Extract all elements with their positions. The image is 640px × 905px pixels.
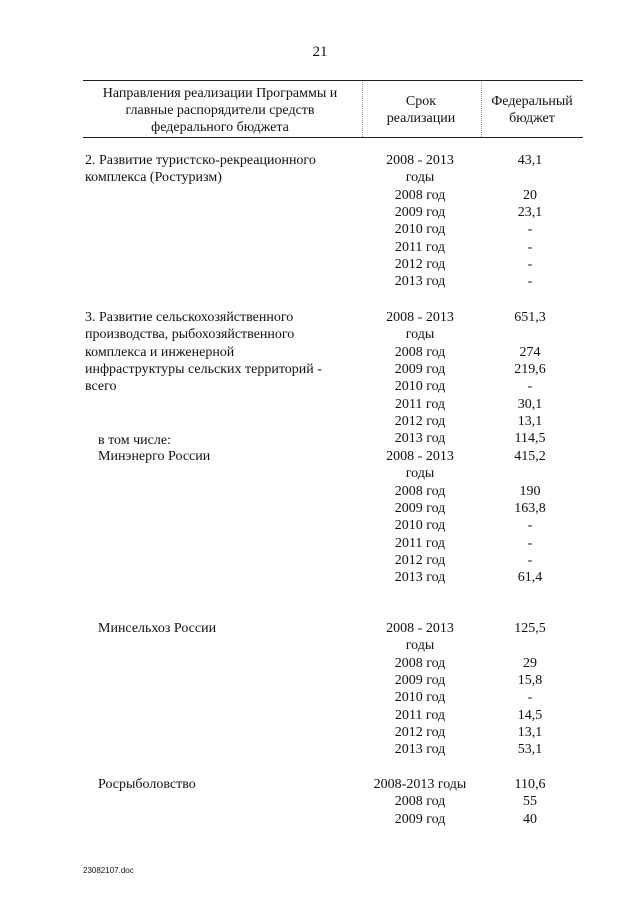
budget-cell: 125,5 [514, 621, 546, 636]
term-cell: 2008 год [394, 794, 446, 810]
term-cell: 2013 год [394, 274, 446, 290]
column-divider-1 [362, 82, 363, 137]
budget-cell: 29 [523, 655, 537, 671]
term-cell: 2013 год [394, 742, 446, 758]
budget-cell: - [527, 274, 533, 290]
file-footer: 23082107.doc [83, 866, 134, 875]
section-title-line: комплекса и инженерной [85, 344, 235, 360]
budget-cell: - [527, 690, 533, 706]
section-title-line: производства, рыбохозяйственного [85, 327, 295, 343]
term-cell: 2009 год [394, 500, 446, 516]
header-bottom-rule [83, 137, 583, 138]
column-divider-2 [481, 82, 482, 137]
section-subheading: в том числе: [98, 433, 171, 448]
term-cell: годы [405, 327, 435, 343]
budget-cell: 110,6 [514, 777, 546, 792]
budget-cell: 55 [523, 794, 537, 810]
term-cell: годы [405, 170, 435, 186]
section-title-line: всего [85, 379, 117, 395]
section-title-line: Минсельхоз России [98, 621, 217, 636]
section-title-line: комплекса (Ростуризм) [85, 170, 222, 186]
budget-cell: 219,6 [514, 361, 546, 377]
term-cell: 2008-2013 годы [373, 777, 467, 792]
term-cell: 2012 год [394, 724, 446, 740]
header-federal-budget: Федеральный бюджет [491, 94, 573, 126]
section-title-line: инфраструктуры сельских территорий - [85, 361, 322, 377]
budget-cell: 43,1 [517, 153, 543, 168]
term-cell: годы [405, 466, 435, 482]
term-cell: 2009 год [394, 204, 446, 220]
budget-cell: 415,2 [514, 449, 546, 464]
budget-cell: - [527, 535, 533, 551]
term-cell: годы [405, 638, 435, 654]
section-title-line: Росрыболовство [98, 777, 196, 792]
term-cell: 2008 год [394, 483, 446, 499]
budget-cell: 274 [519, 344, 541, 360]
budget-cell: 53,1 [517, 742, 543, 758]
budget-cell: - [527, 256, 533, 272]
term-cell: 2008 год [394, 655, 446, 671]
term-cell: 2012 год [394, 413, 446, 429]
term-cell: 2008 - 2013 [386, 449, 454, 464]
term-cell: 2008 год [394, 344, 446, 360]
budget-cell: - [527, 239, 533, 255]
page-number: 21 [312, 44, 328, 60]
term-cell: 2011 год [394, 239, 446, 255]
term-cell: 2010 год [394, 518, 446, 534]
term-cell: 2008 - 2013 [386, 153, 454, 168]
term-cell: 2012 год [394, 552, 446, 568]
budget-cell: 23,1 [517, 204, 543, 220]
budget-cell: 114,5 [514, 431, 546, 447]
term-cell: 2010 год [394, 690, 446, 706]
term-cell: 2013 год [394, 431, 446, 447]
budget-cell: - [527, 518, 533, 534]
term-cell: 2011 год [394, 396, 446, 412]
budget-cell: 13,1 [517, 413, 543, 429]
budget-cell: 20 [523, 187, 537, 203]
term-cell: 2010 год [394, 379, 446, 395]
section-title-line: 2. Развитие туристско-рекреационного [85, 153, 316, 168]
budget-cell: 190 [519, 483, 541, 499]
term-cell: 2012 год [394, 256, 446, 272]
term-cell: 2008 год [394, 187, 446, 203]
term-cell: 2009 год [394, 361, 446, 377]
header-term: Срок реализации [386, 94, 456, 126]
header-directions: Направления реализации Программы и главные распорядители средств федерального бюджета [102, 86, 338, 135]
term-cell: 2008 - 2013 [386, 310, 454, 325]
budget-cell: 14,5 [517, 707, 543, 723]
budget-cell: - [527, 222, 533, 238]
budget-cell: 15,8 [517, 672, 543, 688]
term-cell: 2010 год [394, 222, 446, 238]
term-cell: 2009 год [394, 811, 446, 827]
budget-cell: - [527, 379, 533, 395]
budget-cell: 40 [523, 811, 537, 827]
budget-cell: 651,3 [514, 310, 546, 325]
table-top-rule [83, 80, 583, 81]
budget-cell: - [527, 552, 533, 568]
budget-cell: 61,4 [517, 570, 543, 586]
term-cell: 2008 - 2013 [386, 621, 454, 636]
budget-cell: 30,1 [517, 396, 543, 412]
term-cell: 2009 год [394, 672, 446, 688]
section-title-line: 3. Развитие сельскохозяйственного [85, 310, 294, 325]
budget-cell: 163,8 [514, 500, 546, 516]
section-title-line: Минэнерго России [98, 449, 211, 464]
budget-cell: 13,1 [517, 724, 543, 740]
term-cell: 2011 год [394, 535, 446, 551]
term-cell: 2011 год [394, 707, 446, 723]
term-cell: 2013 год [394, 570, 446, 586]
